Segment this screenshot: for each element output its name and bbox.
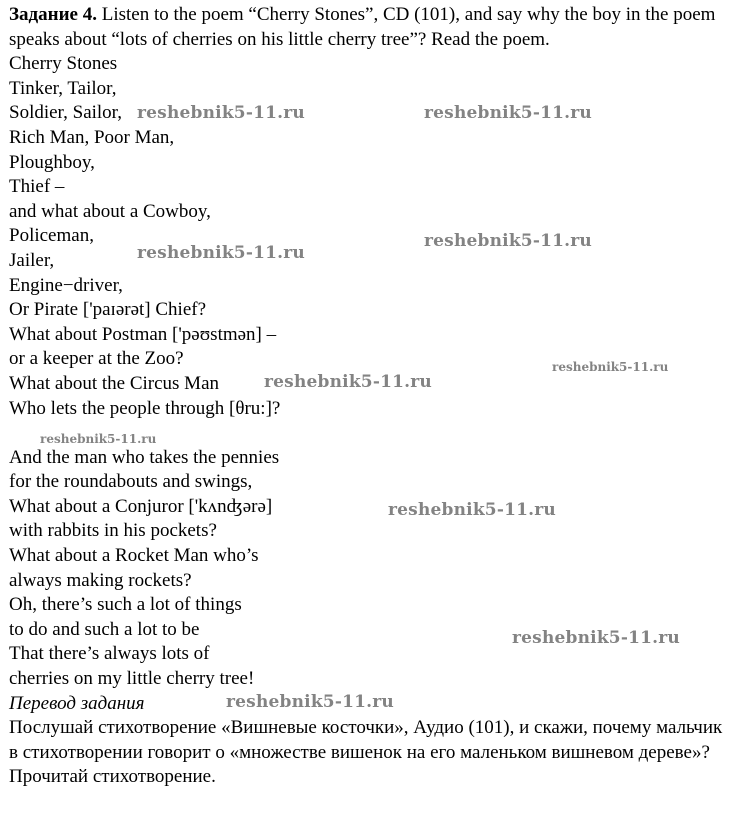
poem xyxy=(9,52,724,691)
task-text: Listen to the poem “Cherry Stones”, CD (101), and say why the boy in the poem speaks about “lots of cherries on his little cherry tree”? Read the poem. xyxy=(9,4,716,50)
translation-heading: Перевод задания xyxy=(9,692,145,714)
task-paragraph xyxy=(9,3,724,52)
poem-line: Policeman, xyxy=(9,225,94,247)
poem-line: Tinker, Tailor, xyxy=(9,77,117,99)
poem-line: Who lets the people through [θru:]? xyxy=(9,397,281,419)
poem-line: Engine−driver, xyxy=(9,274,123,296)
poem-line: Thief – xyxy=(9,176,65,198)
watermark: reshebnik5-11.ru xyxy=(137,103,305,123)
poem-line: That there’s always lots of xyxy=(9,643,210,665)
poem-line: Oh, there’s such a lot of things xyxy=(9,594,242,616)
watermark: reshebnik5-11.ru xyxy=(40,432,157,446)
poem-title: Cherry Stones xyxy=(9,53,118,75)
watermark: reshebnik5-11.ru xyxy=(137,243,305,263)
poem-line: What about a Rocket Man who’s xyxy=(9,545,259,567)
watermark: reshebnik5-11.ru xyxy=(388,500,556,520)
poem-line: What about Postman ['pəʊstmən] – xyxy=(9,323,277,345)
watermark: reshebnik5-11.ru xyxy=(424,231,592,251)
poem-line: And the man who takes the pennies xyxy=(9,446,280,468)
poem-line: Jailer, xyxy=(9,249,55,271)
poem-line: cherries on my little cherry tree! xyxy=(9,668,255,690)
watermark: reshebnik5-11.ru xyxy=(512,628,680,648)
watermark: reshebnik5-11.ru xyxy=(264,372,432,392)
document-page xyxy=(9,3,724,790)
poem-line: to do and such a lot to be xyxy=(9,618,200,640)
poem-line: Soldier, Sailor, xyxy=(9,102,122,124)
watermark: reshebnik5-11.ru xyxy=(424,103,592,123)
poem-line: with rabbits in his pockets? xyxy=(9,520,217,542)
task-label: Задание 4. xyxy=(9,4,97,25)
poem-line: or a keeper at the Zoo? xyxy=(9,348,184,370)
poem-line: Rich Man, Poor Man, xyxy=(9,126,175,148)
translation-text: Послушай стихотворение «Вишневые косточки», Аудио (101), и скажи, почему мальчик в стихотворении говорит о «множестве вишенок на его маленьком вишневом дереве»? Прочитай стихотворение. xyxy=(9,717,723,788)
poem-line: Or Pirate ['paɪərət] Chief? xyxy=(9,299,207,321)
poem-line: What about the Circus Man xyxy=(9,372,220,394)
poem-line: for the roundabouts and swings, xyxy=(9,471,253,493)
watermark: reshebnik5-11.ru xyxy=(552,360,669,374)
stanza-break xyxy=(9,421,724,446)
poem-line: always making rockets? xyxy=(9,569,192,591)
poem-line: Ploughboy, xyxy=(9,151,95,173)
watermark: reshebnik5-11.ru xyxy=(226,692,394,712)
poem-line: What about a Conjuror ['kʌnʤərə] xyxy=(9,495,273,517)
poem-line: and what about a Cowboy, xyxy=(9,200,211,222)
